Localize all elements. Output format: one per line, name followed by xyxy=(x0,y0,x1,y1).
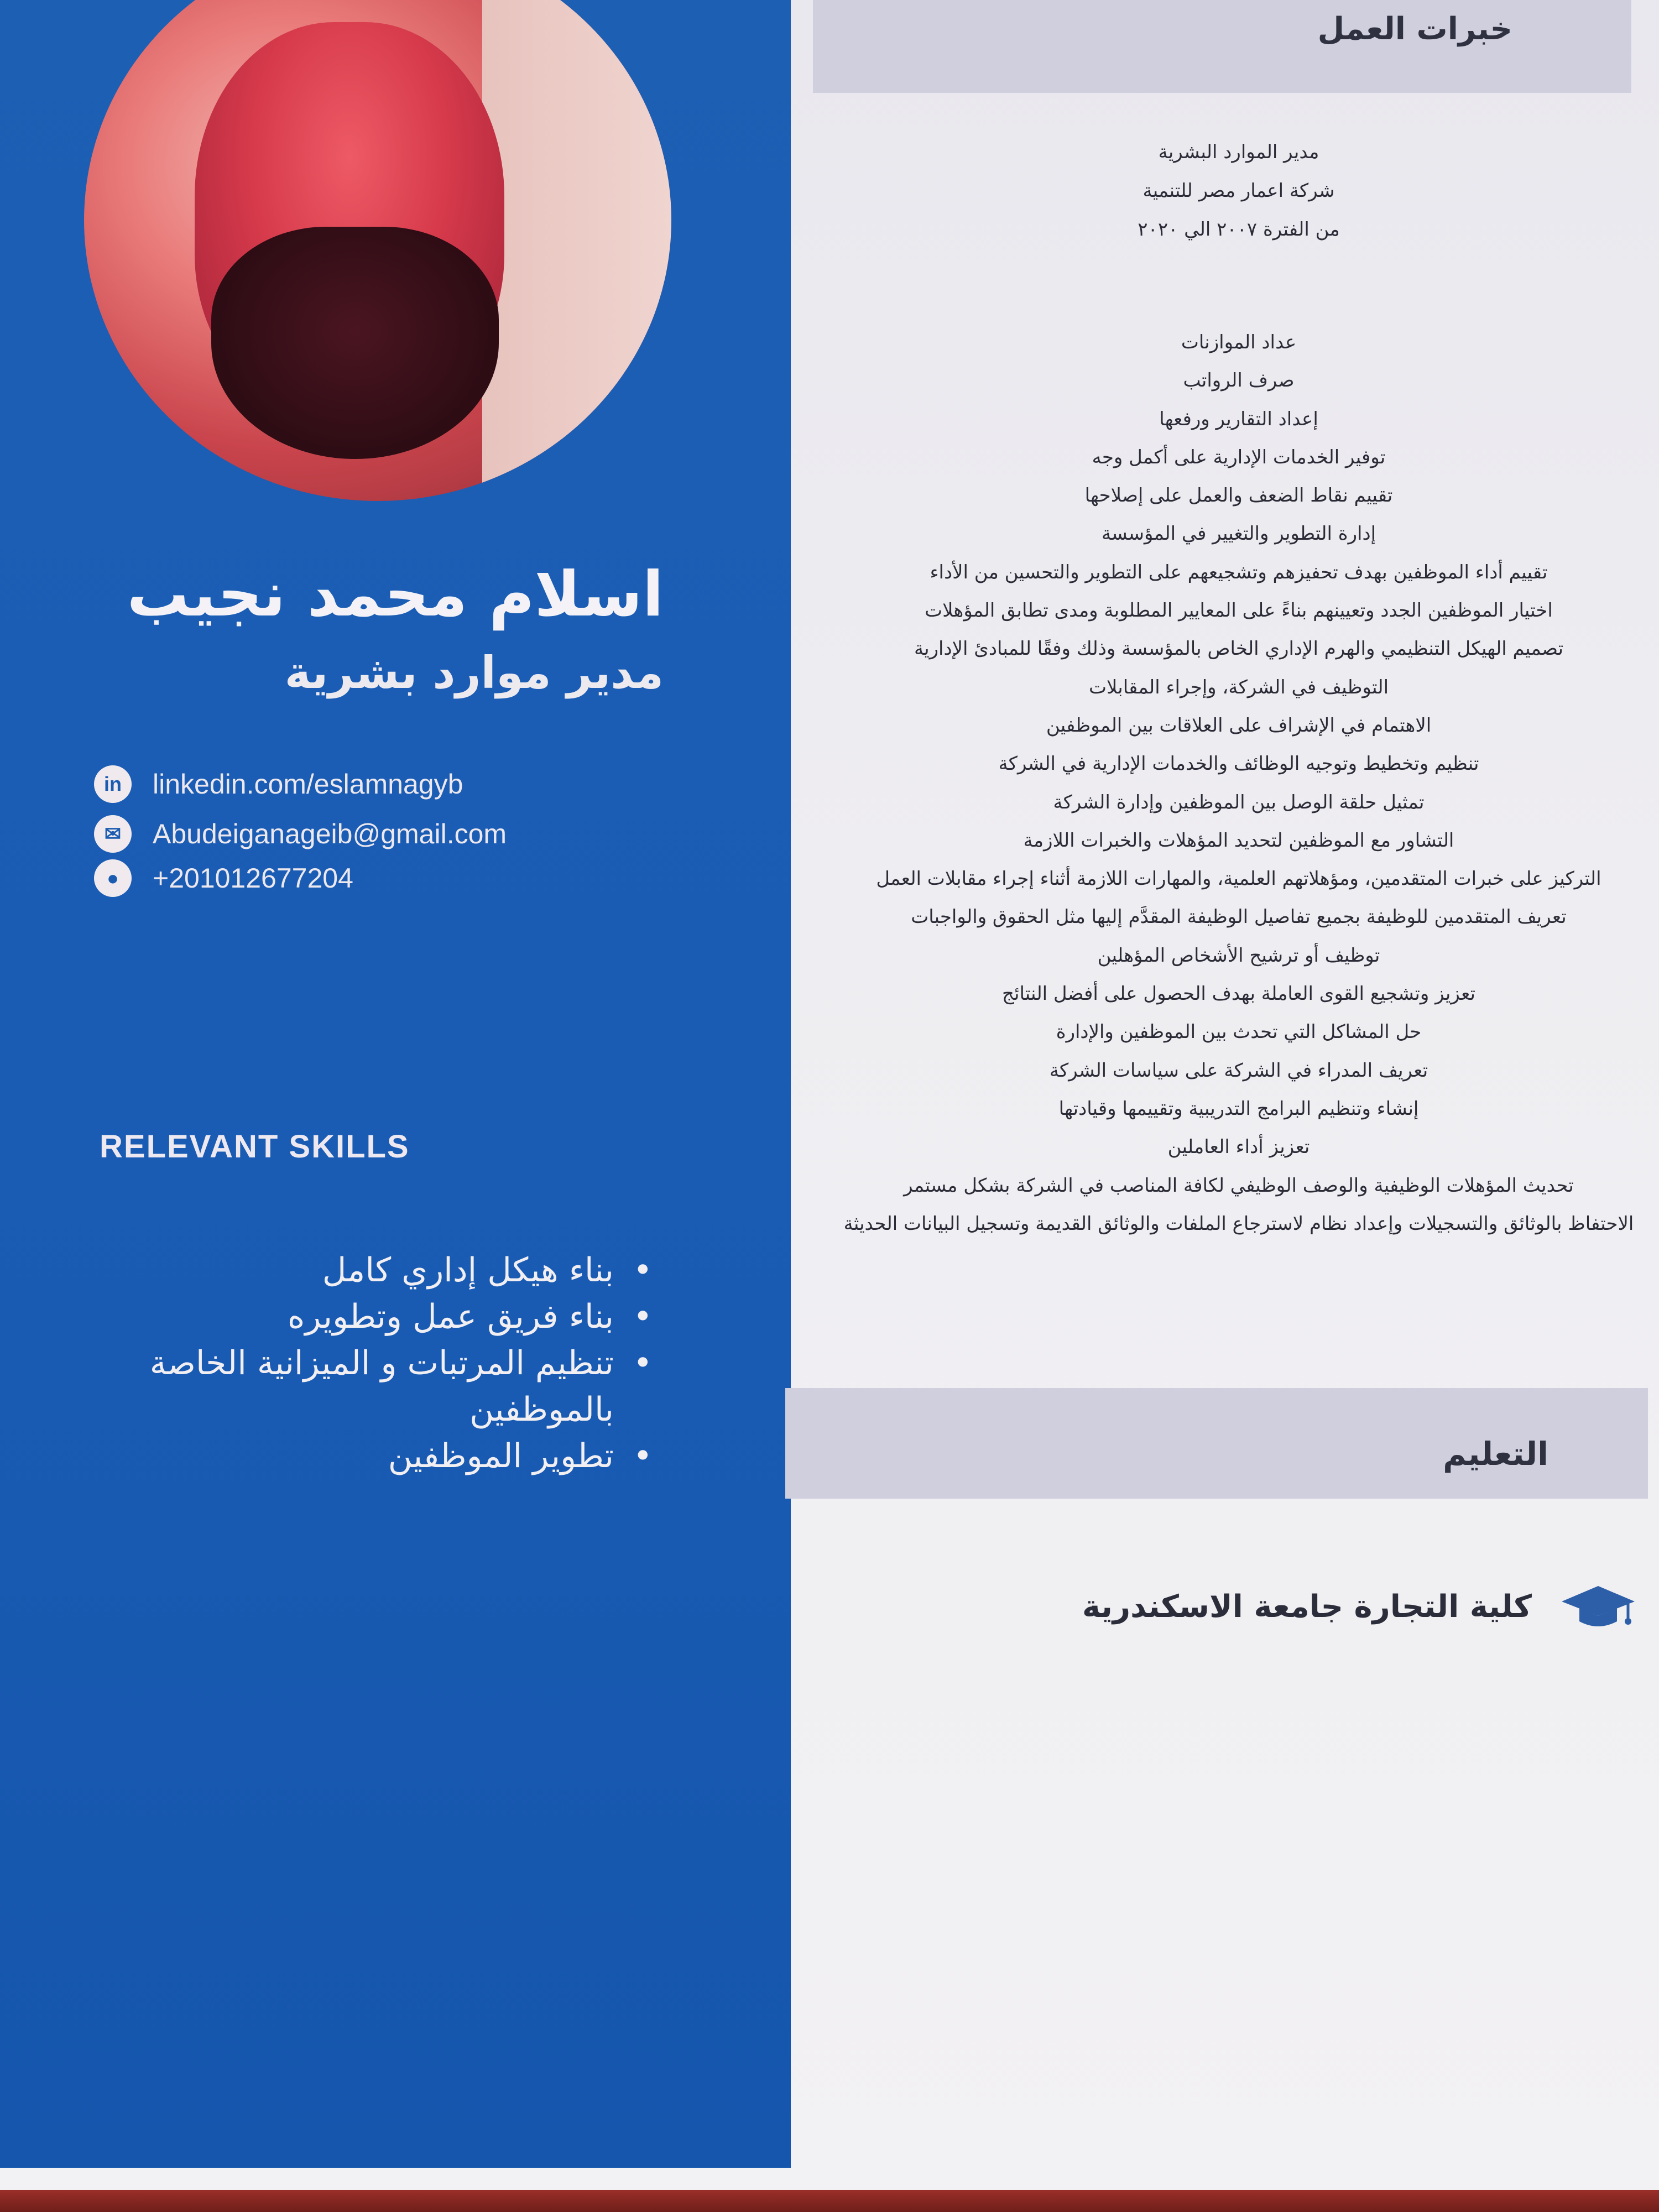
duty-item: تعريف المتقدمين للوظيفة بجميع تفاصيل الوظيفة المقدَّم إليها مثل الحقوق والواجبات xyxy=(911,906,1567,928)
contact-phone[interactable] xyxy=(94,856,730,900)
job-title: مدير الموارد البشرية xyxy=(1158,141,1319,163)
contact-linkedin-text: linkedin.com/eslamnagyb xyxy=(153,769,463,800)
duty-item: الاحتفاظ بالوثائق والتسجيلات وإعداد نظام لاسترجاع الملفات والوثائق القديمة وتسجيل البيانات الحديثة xyxy=(843,1212,1634,1235)
duty-item: اختيار الموظفين الجدد وتعيينهم بناءً على المعايير المطلوبة ومدى تطابق المؤهلات xyxy=(925,599,1553,622)
profile-photo xyxy=(84,0,671,501)
duty-item: التركيز على خبرات المتقدمين، ومؤهلاتهم العلمية، والمهارات اللازمة أثناء إجراء مقابلات العمل xyxy=(876,868,1601,890)
duty-item: تقييم نقاط الضعف والعمل على إصلاحها xyxy=(1084,484,1393,507)
duty-item: إنشاء وتنظيم البرامج التدريبية وتقييمها وقيادتها xyxy=(1058,1097,1419,1120)
background-fabric xyxy=(0,2190,1659,2212)
duty-item: التشاور مع الموظفين لتحديد المؤهلات والخبرات اللازمة xyxy=(1023,829,1454,852)
person-icon: ● xyxy=(94,859,132,897)
profile-role: مدير موارد بشرية xyxy=(284,647,664,698)
contact-phone-text: +201012677204 xyxy=(153,863,353,894)
skills-list xyxy=(100,1247,653,1479)
photo-background xyxy=(482,0,671,501)
duty-item: توفير الخدمات الإدارية على أكمل وجه xyxy=(1092,446,1386,468)
experience-summary xyxy=(830,133,1648,249)
skill-item: • تطوير الموظفين xyxy=(100,1433,653,1479)
duty-item: عداد الموازنات xyxy=(1181,331,1297,353)
duty-item: تعزيز أداء العاملين xyxy=(1167,1136,1310,1159)
experience-title: خبرات العمل xyxy=(1317,11,1512,47)
duty-item: تقييم أداء الموظفين بهدف تحفيزهم وتشجيعهم على التطوير والتحسين من الأداء xyxy=(930,561,1548,583)
duty-item: التوظيف في الشركة، وإجراء المقابلات xyxy=(1088,676,1389,698)
graduation-cap-icon xyxy=(1559,1582,1637,1631)
duty-item: حل المشاكل التي تحدث بين الموظفين والإدارة xyxy=(1056,1021,1422,1044)
duty-item: صرف الرواتب xyxy=(1183,369,1295,392)
contact-email-text: Abudeiganageib@gmail.com xyxy=(153,818,507,849)
skill-item: • بناء فريق عمل وتطويره xyxy=(100,1293,653,1340)
company-name: شركة اعمار مصر للتنمية xyxy=(1142,180,1335,202)
duty-item: تعريف المدراء في الشركة على سياسات الشركة xyxy=(1049,1059,1428,1082)
duty-item: تعزيز وتشجيع القوى العاملة بهدف الحصول على أفضل النتائج xyxy=(1002,983,1475,1005)
contact-email[interactable] xyxy=(94,812,730,856)
skills-title: RELEVANT SKILLS xyxy=(100,1129,410,1165)
school-name: كلية التجارة جامعة الاسكندرية xyxy=(1082,1588,1532,1625)
duty-item: تصميم الهيكل التنظيمي والهرم الإداري الخاص بالمؤسسة وذلك وفقًا للمبادئ الإدارية xyxy=(914,638,1564,660)
duty-item: توظيف أو ترشيح الأشخاص المؤهلين xyxy=(1097,944,1380,967)
duty-item: تنظيم وتخطيط وتوجيه الوظائف والخدمات الإدارية في الشركة xyxy=(998,753,1479,775)
education-title: التعليم xyxy=(1443,1435,1548,1473)
skill-item: • تنظيم المرتبات و الميزانية الخاصة بالموظفين xyxy=(100,1340,653,1433)
duty-item: إعداد التقارير ورفعها xyxy=(1159,408,1318,430)
sidebar xyxy=(0,0,791,2168)
profile-name: اسلام محمد نجيب xyxy=(127,559,664,630)
education-entry xyxy=(863,1582,1637,1631)
duty-item: إدارة التطوير والتغيير في المؤسسة xyxy=(1101,523,1376,545)
linkedin-icon: in xyxy=(94,765,132,803)
duty-item: تمثيل حلقة الوصل بين الموظفين وإدارة الشركة xyxy=(1053,791,1425,813)
contact-linkedin[interactable] xyxy=(94,762,730,806)
duty-item: تحديث المؤهلات الوظيفية والوصف الوظيفي لكافة المناصب في الشركة بشكل مستمر xyxy=(904,1174,1574,1197)
duty-item: الاهتمام في الإشراف على العلاقات بين الموظفين xyxy=(1046,714,1432,737)
work-period: من الفترة ٢٠٠٧ الي ٢٠٢٠ xyxy=(1138,218,1340,241)
skill-item: • بناء هيكل إداري كامل xyxy=(100,1247,653,1293)
mail-icon: ✉ xyxy=(94,815,132,853)
duties-list xyxy=(830,324,1648,1243)
photo-beard xyxy=(211,227,499,459)
